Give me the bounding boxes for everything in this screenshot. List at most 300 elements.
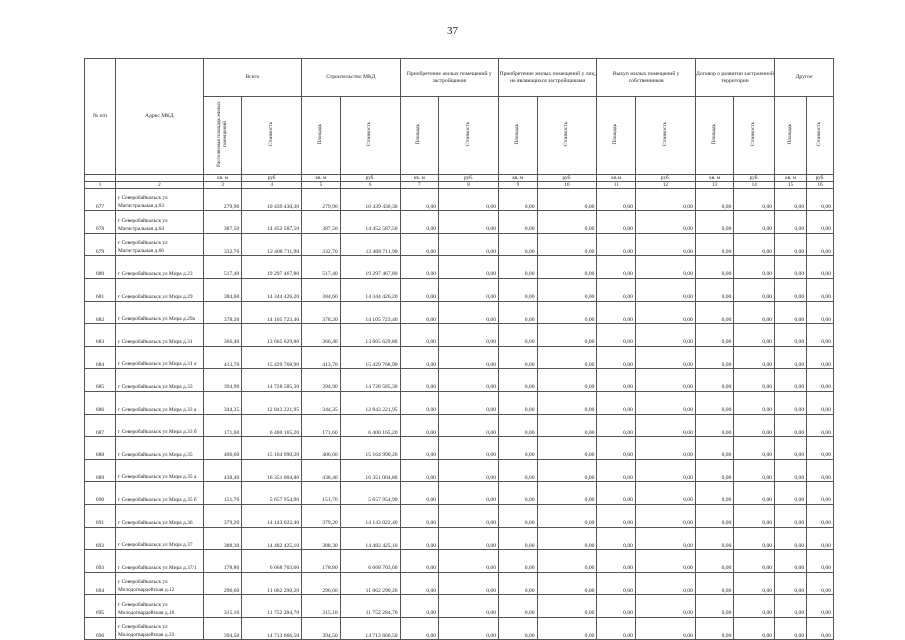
area-cell: 0,00 [499,504,538,527]
row-number: 677 [85,188,116,211]
subheader-cost: Стоимость [439,97,499,175]
row-address: г Северобайкальск ул Мира д.31 [116,324,204,347]
row-number: 691 [85,504,116,527]
cost-cell: 0,00 [635,572,695,595]
table-row [85,572,834,595]
row-number: 692 [85,527,116,550]
cost-cell: 0,00 [635,617,695,640]
table-row [85,301,834,324]
column-number: 14 [734,181,775,188]
cost-cell: 0,00 [537,233,597,256]
row-address: г Северобайкальск ул Мира д.37 [116,527,204,550]
cost-cell: 0,00 [807,550,834,573]
total-cost: 14 713 666,50 [242,617,302,640]
cost-cell: 0,00 [635,595,695,618]
cost-cell: 0,00 [439,550,499,573]
construction-area: 178,80 [302,550,341,573]
cost-cell: 0,00 [807,504,834,527]
area-cell: 0,00 [695,617,734,640]
construction-cost: 15 164 990,20 [340,437,400,460]
cost-cell: 0,00 [439,188,499,211]
total-area: 379,20 [203,504,242,527]
header-group: Строительство МКД [302,59,400,97]
cost-cell: 0,00 [734,414,775,437]
area-cell: 0,00 [775,504,807,527]
table-row [85,391,834,414]
area-cell: 0,00 [400,369,439,392]
row-address: г Северобайкальск ул Молодогвардейская д.33 [116,617,204,640]
cost-cell: 0,00 [635,391,695,414]
total-area: 406,60 [203,437,242,460]
unit-cell: кв. м [499,174,538,181]
cost-cell: 0,00 [537,572,597,595]
area-cell: 0,00 [695,256,734,279]
cost-cell: 0,00 [439,211,499,234]
row-number: 683 [85,324,116,347]
cost-cell: 0,00 [439,324,499,347]
construction-cost: 14 452 587,50 [340,211,400,234]
row-number: 689 [85,459,116,482]
area-cell: 0,00 [400,256,439,279]
row-number: 694 [85,572,116,595]
subheader-cost: Стоимость [537,97,597,175]
cost-cell: 0,00 [734,188,775,211]
cost-cell: 0,00 [807,256,834,279]
total-cost: 12 843 221,95 [242,391,302,414]
cost-cell: 0,00 [537,188,597,211]
area-cell: 0,00 [775,414,807,437]
area-cell: 0,00 [695,211,734,234]
total-area: 438,40 [203,459,242,482]
cost-cell: 0,00 [537,437,597,460]
construction-area: 379,20 [302,504,341,527]
construction-cost: 10 439 430,30 [340,188,400,211]
cost-cell: 0,00 [807,595,834,618]
cost-cell: 0,00 [439,301,499,324]
total-area: 388,30 [203,527,242,550]
area-cell: 0,00 [597,211,636,234]
area-cell: 0,00 [499,278,538,301]
cost-cell: 0,00 [635,211,695,234]
column-number: 9 [499,181,538,188]
cost-cell: 0,00 [537,504,597,527]
total-cost: 11 062 290,20 [242,572,302,595]
area-cell: 0,00 [775,324,807,347]
area-cell: 0,00 [499,572,538,595]
table-row [85,211,834,234]
column-number: 16 [807,181,834,188]
total-cost: 11 752 284,70 [242,595,302,618]
cost-cell: 0,00 [734,527,775,550]
cost-cell: 0,00 [635,527,695,550]
total-cost: 6 668 703,60 [242,550,302,573]
units-row [85,174,834,181]
area-cell: 0,00 [597,346,636,369]
row-number: 688 [85,437,116,460]
total-cost: 12 408 711,90 [242,233,302,256]
table-row [85,278,834,301]
cost-cell: 0,00 [439,414,499,437]
cost-cell: 0,00 [537,301,597,324]
construction-area: 438,40 [302,459,341,482]
cost-cell: 0,00 [635,459,695,482]
cost-cell: 0,00 [439,391,499,414]
subheader-area: Площадь [597,97,636,175]
total-area: 387,50 [203,211,242,234]
cost-cell: 0,00 [635,188,695,211]
area-cell: 0,00 [597,301,636,324]
area-cell: 0,00 [775,188,807,211]
total-area: 296,60 [203,572,242,595]
construction-cost: 14 482 425,10 [340,527,400,550]
construction-cost: 6 668 703,60 [340,550,400,573]
construction-area: 344,35 [302,391,341,414]
row-address: г Северобайкальск ул Молодогвардейская д.12 [116,572,204,595]
area-cell: 0,00 [597,482,636,505]
cost-cell: 0,00 [807,188,834,211]
unit-cell: руб. [734,174,775,181]
area-cell: 0,00 [695,572,734,595]
unit-cell: руб. [807,174,834,181]
cost-cell: 0,00 [635,233,695,256]
cost-cell: 0,00 [439,527,499,550]
header-group: Приобретение жилых помещений у застройщиков [400,59,498,97]
row-address: г Северобайкальск ул Мира д.29 [116,278,204,301]
area-cell: 0,00 [775,595,807,618]
page-number: 37 [447,25,458,37]
cost-cell: 0,00 [734,595,775,618]
area-cell: 0,00 [499,437,538,460]
total-area: 517,40 [203,256,242,279]
cost-cell: 0,00 [439,572,499,595]
cost-cell: 0,00 [439,437,499,460]
row-number: 681 [85,278,116,301]
row-address: г Северобайкальск ул Мира д.36 [116,504,204,527]
cost-cell: 0,00 [439,233,499,256]
cost-cell: 0,00 [807,301,834,324]
area-cell: 0,00 [775,301,807,324]
column-number: 13 [695,181,734,188]
cost-cell: 0,00 [635,256,695,279]
area-cell: 0,00 [499,550,538,573]
construction-cost: 11 752 284,70 [340,595,400,618]
area-cell: 0,00 [597,256,636,279]
table-header [85,59,834,189]
area-cell: 0,00 [499,369,538,392]
construction-area: 517,40 [302,256,341,279]
header-num: № п/п [85,59,116,175]
construction-cost: 6 400 165,20 [340,414,400,437]
table-row [85,550,834,573]
column-number: 1 [85,181,116,188]
cost-cell: 0,00 [635,278,695,301]
total-area: 394,90 [203,369,242,392]
construction-cost: 13 665 629,80 [340,324,400,347]
subheader-cost: Стоимость [734,97,775,175]
header-group: Всего [203,59,301,97]
area-cell: 0,00 [499,301,538,324]
unit-cell: руб. [635,174,695,181]
cost-cell: 0,00 [635,369,695,392]
cost-cell: 0,00 [807,459,834,482]
header-group: Выкуп жилых помещений у собственников [597,59,695,97]
cost-cell: 0,00 [537,278,597,301]
row-address: г Северобайкальск ул Магистральная д.66 [116,233,204,256]
area-cell: 0,00 [597,617,636,640]
area-cell: 0,00 [775,369,807,392]
total-cost: 14 344 426,20 [242,278,302,301]
cost-cell: 0,00 [734,256,775,279]
cost-cell: 0,00 [537,617,597,640]
area-cell: 0,00 [775,256,807,279]
cost-cell: 0,00 [807,211,834,234]
total-cost: 10 439 430,30 [242,188,302,211]
area-cell: 0,00 [400,233,439,256]
area-cell: 0,00 [400,278,439,301]
cost-cell: 0,00 [734,233,775,256]
cost-cell: 0,00 [734,211,775,234]
unit-cell: руб. [439,174,499,181]
construction-area: 332,70 [302,233,341,256]
area-cell: 0,00 [400,504,439,527]
area-cell: 0,00 [597,278,636,301]
cost-cell: 0,00 [734,369,775,392]
area-cell: 0,00 [499,482,538,505]
area-cell: 0,00 [695,369,734,392]
area-cell: 0,00 [695,391,734,414]
column-number: 10 [537,181,597,188]
cost-cell: 0,00 [734,301,775,324]
cost-cell: 0,00 [734,346,775,369]
total-cost: 13 665 629,80 [242,324,302,347]
subheader-cost: Стоимость [807,97,834,175]
area-cell: 0,00 [695,278,734,301]
construction-cost: 15 429 768,90 [340,346,400,369]
cost-cell: 0,00 [807,617,834,640]
area-cell: 0,00 [597,369,636,392]
cost-cell: 0,00 [635,550,695,573]
construction-area: 366,40 [302,324,341,347]
column-number: 15 [775,181,807,188]
area-cell: 0,00 [597,414,636,437]
row-number: 679 [85,233,116,256]
area-cell: 0,00 [775,617,807,640]
cost-cell: 0,00 [537,346,597,369]
cost-cell: 0,00 [807,482,834,505]
area-cell: 0,00 [695,504,734,527]
row-number: 682 [85,301,116,324]
subheader-cost: Стоимость [242,97,302,175]
cost-cell: 0,00 [635,346,695,369]
area-cell: 0,00 [400,595,439,618]
row-address: г Северобайкальск ул Мира д.35 б [116,482,204,505]
row-number: 685 [85,369,116,392]
area-cell: 0,00 [597,233,636,256]
row-address: г Северобайкальск ул Мира д.33 б [116,414,204,437]
construction-cost: 11 062 290,20 [340,572,400,595]
table-row [85,369,834,392]
area-cell: 0,00 [597,391,636,414]
construction-cost: 5 657 954,90 [340,482,400,505]
total-cost: 15 164 990,20 [242,437,302,460]
header-group: Договор о развитии застроенной территории [695,59,774,97]
cost-cell: 0,00 [537,256,597,279]
total-cost: 16 351 004,80 [242,459,302,482]
area-cell: 0,00 [597,437,636,460]
row-number: 684 [85,346,116,369]
cost-cell: 0,00 [635,324,695,347]
cost-cell: 0,00 [537,211,597,234]
table-row [85,346,834,369]
cost-cell: 0,00 [439,617,499,640]
table-row [85,595,834,618]
unit-cell: кв. м [775,174,807,181]
table-row [85,459,834,482]
subheader-cost: Стоимость [635,97,695,175]
row-address: г Северобайкальск ул Магистральная д.63 [116,188,204,211]
construction-area: 387,50 [302,211,341,234]
subheader-area: Расселяемая площадь жилых помещений [203,97,242,175]
row-address: г Северобайкальск ул Мира д.35 а [116,459,204,482]
area-cell: 0,00 [695,482,734,505]
area-cell: 0,00 [400,459,439,482]
area-cell: 0,00 [597,188,636,211]
total-area: 171,60 [203,414,242,437]
total-area: 279,90 [203,188,242,211]
subheader-area: Площадь [400,97,439,175]
total-area: 378,20 [203,301,242,324]
total-cost: 19 297 467,80 [242,256,302,279]
construction-cost: 14 713 666,50 [340,617,400,640]
row-number: 693 [85,550,116,573]
table-row [85,233,834,256]
total-area: 332,70 [203,233,242,256]
unit-cell: руб [242,174,302,181]
row-address: г Северобайкальск ул Мира д.29а [116,301,204,324]
subheader-area: Площадь [775,97,807,175]
cost-cell: 0,00 [807,527,834,550]
cost-cell: 0,00 [439,459,499,482]
cost-cell: 0,00 [807,233,834,256]
area-cell: 0,00 [775,278,807,301]
area-cell: 0,00 [775,437,807,460]
construction-cost: 19 297 467,80 [340,256,400,279]
area-cell: 0,00 [597,550,636,573]
cost-cell: 0,00 [635,504,695,527]
table-row [85,504,834,527]
row-number: 678 [85,211,116,234]
construction-cost: 14 105 723,40 [340,301,400,324]
area-cell: 0,00 [775,459,807,482]
column-number: 3 [203,181,242,188]
area-cell: 0,00 [499,391,538,414]
construction-area: 406,60 [302,437,341,460]
construction-area: 388,30 [302,527,341,550]
area-cell: 0,00 [775,572,807,595]
total-cost: 14 482 425,10 [242,527,302,550]
area-cell: 0,00 [499,211,538,234]
area-cell: 0,00 [499,324,538,347]
construction-area: 171,60 [302,414,341,437]
row-number: 696 [85,617,116,640]
cost-cell: 0,00 [734,459,775,482]
area-cell: 0,00 [695,527,734,550]
construction-area: 378,20 [302,301,341,324]
unit-cell: кв. м [203,174,242,181]
area-cell: 0,00 [400,188,439,211]
row-number: 687 [85,414,116,437]
unit-cell [116,174,204,181]
area-cell: 0,00 [775,482,807,505]
table-row [85,324,834,347]
area-cell: 0,00 [695,414,734,437]
area-cell: 0,00 [499,346,538,369]
total-area: 344,35 [203,391,242,414]
table-row [85,617,834,640]
total-cost: 6 400 165,20 [242,414,302,437]
column-number: 5 [302,181,341,188]
area-cell: 0,00 [499,414,538,437]
table-row [85,482,834,505]
cost-cell: 0,00 [537,391,597,414]
cost-cell: 0,00 [734,324,775,347]
cost-cell: 0,00 [807,369,834,392]
construction-cost: 12 408 711,90 [340,233,400,256]
area-cell: 0,00 [400,572,439,595]
construction-area: 296,60 [302,572,341,595]
area-cell: 0,00 [499,527,538,550]
area-cell: 0,00 [499,233,538,256]
construction-area: 384,60 [302,278,341,301]
area-cell: 0,00 [775,391,807,414]
row-address: г Северобайкальск ул Молодогвардейская д.16 [116,595,204,618]
area-cell: 0,00 [400,550,439,573]
area-cell: 0,00 [775,550,807,573]
cost-cell: 0,00 [734,437,775,460]
construction-cost: 12 843 221,95 [340,391,400,414]
cost-cell: 0,00 [439,369,499,392]
area-cell: 0,00 [695,233,734,256]
unit-cell: руб. [537,174,597,181]
row-address: г Северобайкальск ул Мира д.35 [116,437,204,460]
area-cell: 0,00 [775,233,807,256]
unit-cell: кв. м [695,174,734,181]
area-cell: 0,00 [695,301,734,324]
row-address: г Северобайкальск ул Магистральная д.64 [116,211,204,234]
header-group: Другое [775,59,834,97]
area-cell: 0,00 [400,324,439,347]
column-numbers-row [85,181,834,188]
total-area: 366,40 [203,324,242,347]
cost-cell: 0,00 [734,572,775,595]
area-cell: 0,00 [499,256,538,279]
cost-cell: 0,00 [537,324,597,347]
area-cell: 0,00 [775,527,807,550]
cost-cell: 0,00 [635,414,695,437]
cost-cell: 0,00 [807,414,834,437]
construction-area: 413,70 [302,346,341,369]
area-cell: 0,00 [400,391,439,414]
table-row [85,414,834,437]
area-cell: 0,00 [400,527,439,550]
total-cost: 14 143 022,40 [242,504,302,527]
subheader-area: Площадь [499,97,538,175]
area-cell: 0,00 [499,617,538,640]
construction-area: 394,90 [302,369,341,392]
table-body [85,188,834,640]
cost-cell: 0,00 [635,301,695,324]
subheader-area: Площадь [695,97,734,175]
